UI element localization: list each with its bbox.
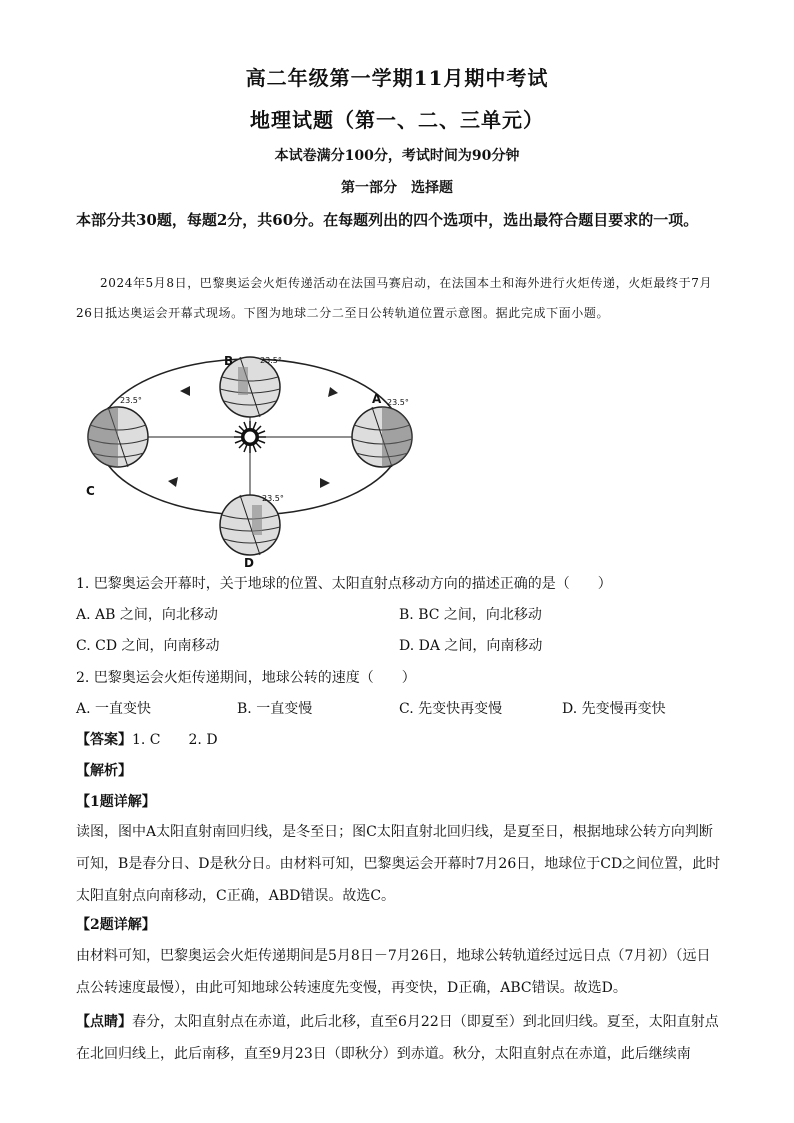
tilt-label-b: 23.5° (260, 356, 282, 365)
question-2-option-b[interactable]: B. 一直变慢 (237, 701, 313, 717)
label-c: C (86, 484, 95, 498)
label-d: D (244, 556, 254, 570)
orbit-arrow-icon (320, 478, 330, 488)
question-1-option-b[interactable]: B. BC 之间，向北移动 (399, 607, 542, 623)
orbit-arrow-icon (180, 386, 190, 396)
tilt-label-c: 23.5° (120, 396, 142, 405)
question-2-option-d[interactable]: D. 先变慢再变快 (562, 701, 666, 717)
answer-text: 1. C 2. D (132, 732, 218, 748)
tip-paragraph (76, 1006, 722, 1070)
label-a: A (372, 392, 382, 406)
question-1-option-a[interactable]: A. AB 之间，向北移动 (76, 607, 218, 623)
tilt-label-d: 23.5° (262, 494, 284, 503)
earth-c-icon (88, 407, 148, 467)
earth-a-icon (352, 407, 412, 467)
detail-2-label: 【2题详解】 (76, 917, 156, 933)
material-text: 2024年5月8日，巴黎奥运会火炬传递活动在法国马赛启动，在法国本土和海外进行火炬传递，火炬最终于7月26日抵达奥运会开幕式现场。下图为地球二分二至日公转轨道位置示意图。据此完成下面小题。 (76, 276, 713, 320)
instructions: 本部分共30题，每题2分，共60分。在每题列出的四个选项中，选出最符合题目要求的一项。 (76, 211, 699, 229)
earth-d-icon (220, 495, 280, 555)
sun-icon (234, 421, 266, 453)
question-1-option-c[interactable]: C. CD 之间，向南移动 (76, 638, 220, 654)
part-heading: 第一部分 选择题 (341, 180, 453, 196)
question-2-option-a[interactable]: A. 一直变快 (76, 701, 152, 717)
tilt-label-a: 23.5° (387, 398, 409, 407)
question-1-option-d[interactable]: D. DA 之间，向南移动 (399, 638, 543, 654)
detail-1-label: 【1题详解】 (76, 794, 156, 810)
detail-1-text: 读图，图中A太阳直射南回归线，是冬至日；图C太阳直射北回归线，是夏至日，根据地球公转方向判断可知，B是春分日、D是秋分日。由材料可知，巴黎奥运会开幕时7月26日，地球位于CD之间位置，此时太阳直射点向南移动，C正确，ABD错误。故选C。 (76, 824, 721, 904)
label-b: B (224, 355, 234, 368)
orbit-arrow-icon (168, 477, 178, 487)
question-1-stem: 1. 巴黎奥运会开幕时，关于地球的位置、太阳直射点移动方向的描述正确的是（ ） (76, 576, 612, 592)
answer-label: 【答案】 (76, 732, 132, 748)
exam-info: 本试卷满分100分，考试时间为90分钟 (274, 148, 520, 164)
orbit-figure (80, 355, 420, 570)
analysis-label: 【解析】 (76, 763, 132, 779)
tip-label: 【点睛】 (76, 1014, 132, 1030)
question-2-stem: 2. 巴黎奥运会火炬传递期间，地球公转的速度（ ） (76, 670, 416, 686)
tip-text: 春分，太阳直射点在赤道，此后北移，直至6月22日（即夏至）到北回归线。夏至，太阳直射点在北回归线上，此后南移，直至9月23日（即秋分）到赤道。秋分，太阳直射点在赤道，此后继续南 (76, 1014, 719, 1062)
exam-subtitle: 地理试题（第一、二、三单元） (250, 108, 544, 132)
answer-line (76, 729, 218, 749)
exam-title: 高二年级第一学期11月期中考试 (245, 66, 549, 90)
detail-2-text: 由材料可知，巴黎奥运会火炬传递期间是5月8日－7月26日，地球公转轨道经过远日点（7月初）（远日点公转速度最慢），由此可知地球公转速度先变慢，再变快，D正确，ABC错误。故选D。 (76, 948, 711, 996)
question-2-option-c[interactable]: C. 先变快再变慢 (399, 701, 503, 717)
orbit-arrow-icon (328, 387, 338, 397)
